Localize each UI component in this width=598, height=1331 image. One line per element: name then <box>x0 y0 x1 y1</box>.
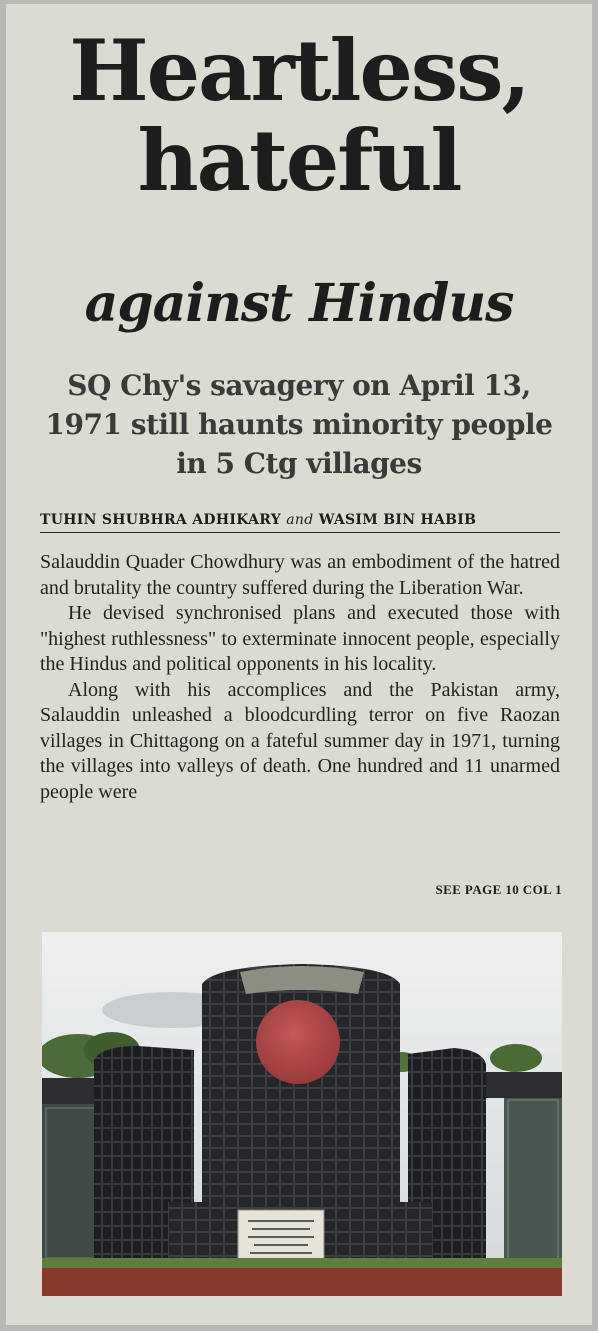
grass <box>42 1258 562 1268</box>
byline-author-2: WASIM BIN HABIB <box>318 512 477 528</box>
article-paragraph-2: He devised synchronised plans and executed those with "highest ruthlessness" to exterminate innocent people, especially the Hindus and political opponents in his locality. <box>40 602 560 675</box>
article-paragraph-3: Along with his accomplices and the Pakistan army, Salauddin unleashed a bloodcurdling terror on five Raozan villages in Chittagong on a fateful summer day in 1971, turning the villages into valleys of death. One hundred and 11 unarmed people were <box>40 678 560 803</box>
headline-line-1: Heartless, <box>69 21 529 120</box>
monument-plaque-top <box>240 966 364 994</box>
right-inscription-wall <box>504 1092 562 1266</box>
subheadline: SQ Chy's savagery on April 13, 1971 still haunts minority people in 5 Ctg villages <box>45 369 553 480</box>
byline-author-1: TUHIN SHUBHRA ADHIKARY <box>40 512 282 528</box>
memorial-photo <box>42 932 562 1296</box>
byline <box>40 512 560 533</box>
memorial-illustration <box>42 932 562 1296</box>
headline <box>6 21 592 210</box>
newspaper-page <box>6 4 592 1325</box>
headline-kicker: against Hindus <box>84 273 514 334</box>
jump-line: SEE PAGE 10 COL 1 <box>435 882 562 897</box>
red-circle-emblem <box>256 1000 340 1084</box>
article-paragraph-1: Salauddin Quader Chowdhury was an embodiment of the hatred and brutality the country suffered during the Liberation War. <box>40 551 560 599</box>
left-inscription-wall <box>42 1100 100 1266</box>
headline-line-2: hateful <box>137 111 461 210</box>
byline-joiner: and <box>286 512 314 528</box>
article-body <box>40 550 560 805</box>
